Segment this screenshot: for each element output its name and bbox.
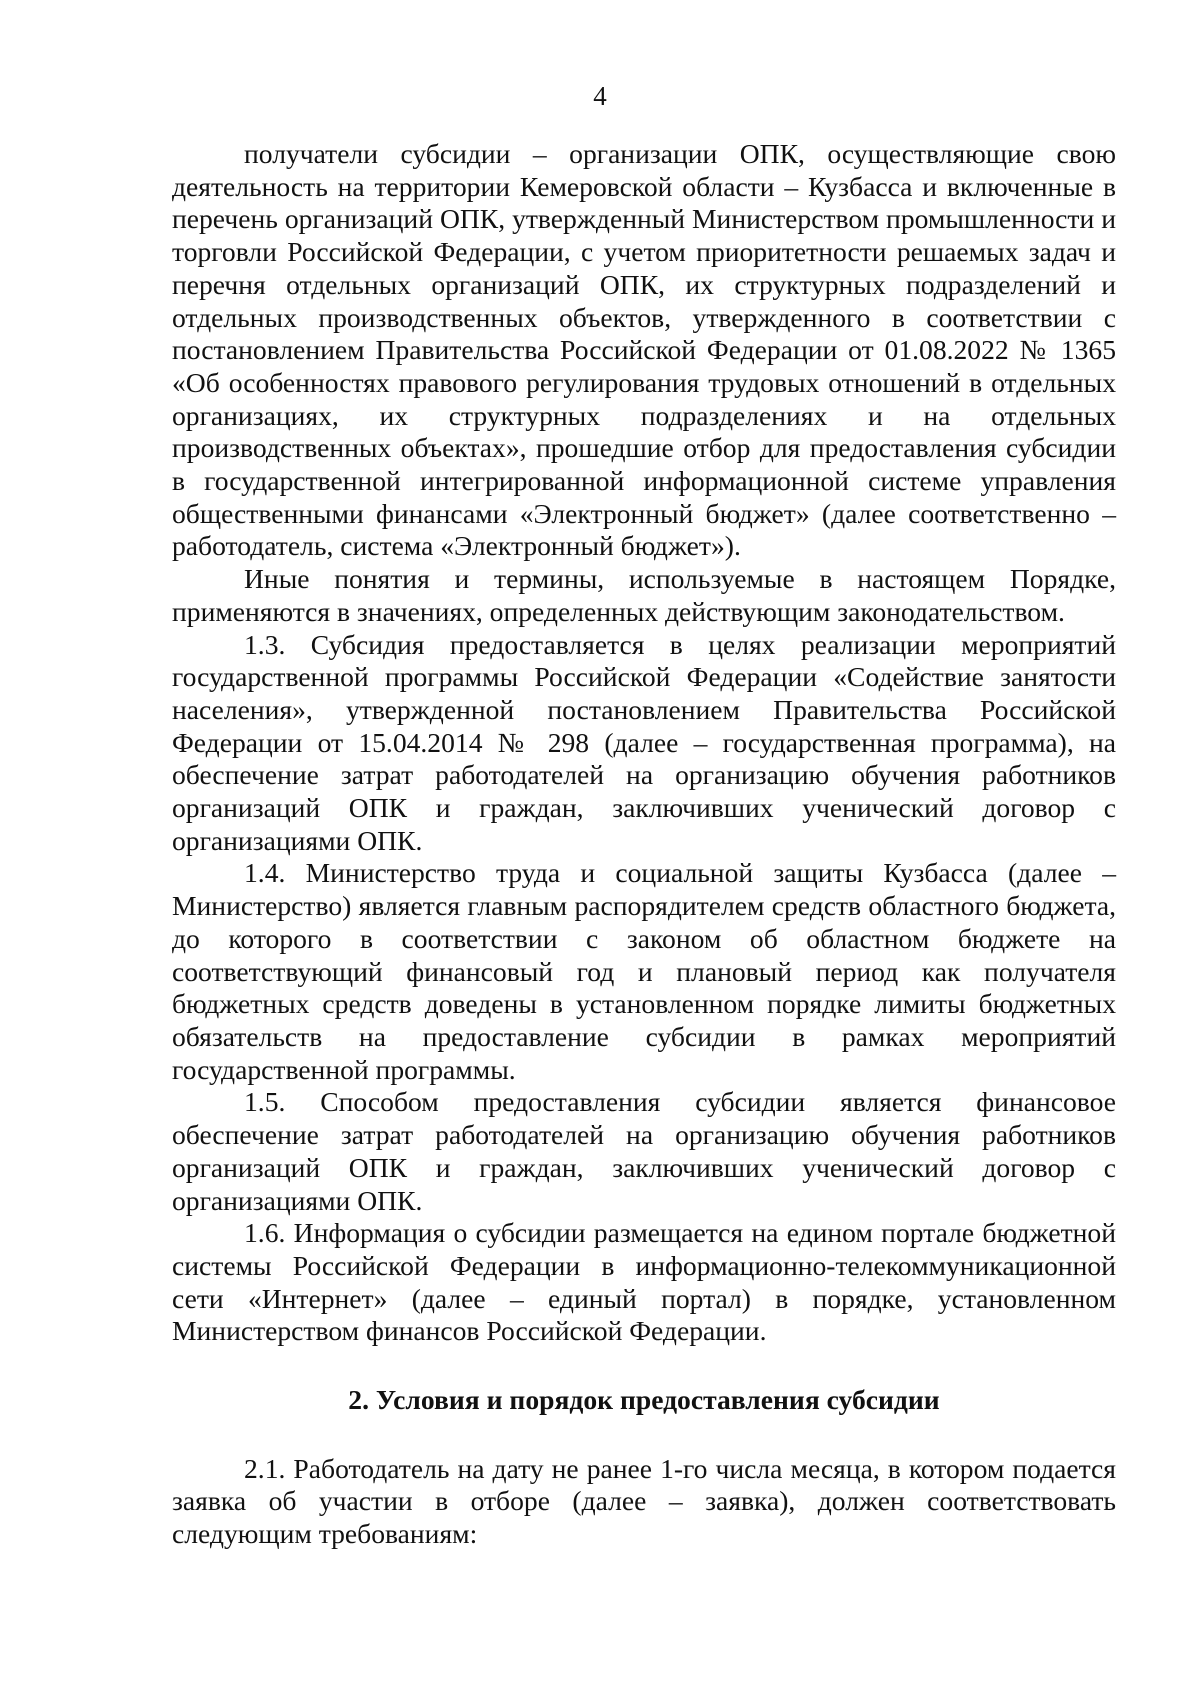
- paragraph-other-terms: Иные понятия и термины, используемые в настоящем Порядке, применяются в значениях, определенных действующим законодательством.: [172, 563, 1116, 627]
- page-number: 4: [593, 81, 607, 111]
- paragraph-1-4: 1.4. Министерство труда и социальной защиты Кузбасса (далее – Министерство) является главным распорядителем средств областного бюджета, до которого в соответствии с законом об областном бюджете на соответствующий финансовый год и плановый период как получателя бюджетных средств доведены в установленном порядке лимиты бюджетных обязательств на предоставление субсидии в рамках мероприятий государственной программы.: [172, 857, 1116, 1085]
- paragraph-recipients: получатели субсидии – организации ОПК, осуществляющие свою деятельность на территории Кемеровской области – Кузбасса и включенные в перечень организаций ОПК, утвержденный Министерством промышленности и торговли Российской Федерации, с учетом приоритетности решаемых задач и перечня отдельных организаций ОПК, их структурных подразделений и отдельных производственных объектов, утвержденного в соответствии с постановлением Правительства Российской Федерации от 01.08.2022 № 1365 «Об особенностях правового регулирования трудовых отношений в отдельных организациях, их структурных подразделениях и на отдельных производственных объектах», прошедшие отбор для предоставления субсидии в государственной интегрированной информационной системе управления общественными финансами «Электронный бюджет» (далее соответственно – работодатель, система «Электронный бюджет»).: [172, 138, 1116, 562]
- paragraph-1-3: 1.3. Субсидия предоставляется в целях реализации мероприятий государственной программы Российской Федерации «Содействие занятости населения», утвержденной постановлением Правительства Российской Федерации от 15.04.2014 № 298 (далее – государственная программа), на обеспечение затрат работодателей на организацию обучения работников организаций ОПК и граждан, заключивших ученический договор с организациями ОПК.: [172, 628, 1116, 856]
- document-body: [172, 138, 1116, 1551]
- paragraph-1-6: 1.6. Информация о субсидии размещается на едином портале бюджетной системы Российской Федерации в информационно-телекоммуникационной сети «Интернет» (далее – единый портал) в порядке, установленном Министерством финансов Российской Федерации.: [172, 1217, 1116, 1347]
- paragraph-2-1: 2.1. Работодатель на дату не ранее 1-го числа месяца, в котором подается заявка об участии в отборе (далее – заявка), должен соответствовать следующим требованиям:: [172, 1452, 1116, 1550]
- paragraph-1-5: 1.5. Способом предоставления субсидии является финансовое обеспечение затрат работодателей на организацию обучения работников организаций ОПК и граждан, заключивших ученический договор с организациями ОПК.: [172, 1086, 1116, 1216]
- section-heading: 2. Условия и порядок предоставления субсидии: [348, 1384, 940, 1416]
